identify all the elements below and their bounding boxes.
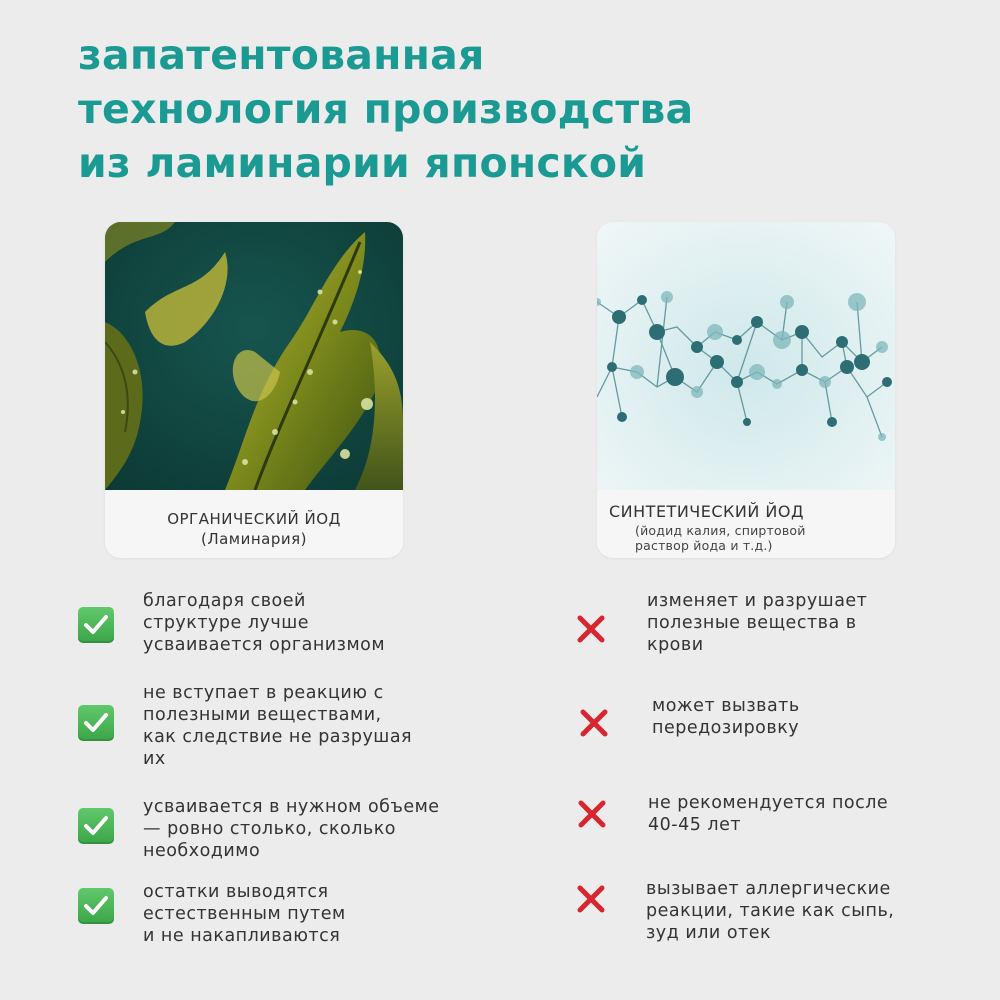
synthetic-point-line: 40-45 лет [648, 815, 742, 835]
organic-point-line: естественным путем [143, 904, 346, 924]
organic-iodine-card [105, 222, 403, 558]
synthetic-title: СИНТЕТИЧЕСКИЙ ЙОД [609, 502, 804, 521]
synthetic-point-line: может вызвать [652, 696, 800, 716]
organic-point-line: благодаря своей [143, 591, 306, 611]
organic-point [143, 796, 440, 862]
check-mark-icon [78, 888, 114, 924]
organic-point-line: структуре лучше [143, 613, 309, 633]
synthetic-point [652, 695, 800, 739]
cross-mark-icon [576, 614, 606, 644]
organic-point-line: полезными веществами, [143, 705, 382, 725]
organic-point-line: необходимо [143, 841, 261, 861]
organic-point-line: их [143, 749, 166, 769]
synthetic-point [646, 878, 894, 944]
cross-mark-icon [576, 884, 606, 914]
synthetic-point-line: изменяет и разрушает [647, 591, 868, 611]
headline-line: запатентованная [78, 31, 485, 79]
cross-mark-icon [577, 799, 607, 829]
organic-title: ОРГАНИЧЕСКИЙ ЙОД [167, 510, 341, 528]
synthetic-point-line: не рекомендуется после [648, 793, 889, 813]
organic-point-line: — ровно столько, сколько [143, 819, 397, 839]
organic-point-line: и не накапливаются [143, 926, 341, 946]
headline [78, 28, 958, 190]
synthetic-point-line: реакции, такие как сыпь, [646, 901, 895, 921]
check-mark-icon [78, 705, 114, 741]
synthetic-point-line: полезные вещества в [647, 613, 857, 633]
check-mark-icon [78, 808, 114, 844]
organic-point [143, 881, 346, 947]
synthetic-point-line: зуд или отек [646, 923, 772, 943]
synthetic-caption [597, 490, 895, 558]
synthetic-point-line: крови [647, 635, 704, 655]
molecule-image [597, 222, 895, 490]
organic-point-line: усваивается в нужном объеме [143, 797, 440, 817]
synthetic-point [648, 792, 888, 836]
synthetic-point-line: передозировку [652, 718, 800, 738]
synthetic-iodine-card [597, 222, 895, 558]
organic-point [143, 682, 412, 770]
synthetic-point [647, 590, 867, 656]
organic-subtitle: (Ламинария) [200, 530, 308, 548]
organic-point-line: как следствие не разрушая [143, 727, 413, 747]
organic-point [143, 590, 385, 656]
kelp-image [105, 222, 403, 490]
synthetic-subtitle-line: раствор йода и т.д.) [635, 538, 773, 553]
synthetic-subtitle [635, 523, 855, 553]
cross-mark-icon [579, 708, 609, 738]
synthetic-point-line: вызывает аллергические [646, 879, 891, 899]
organic-point-line: усваивается организмом [143, 635, 386, 655]
check-mark-icon [78, 607, 114, 643]
headline-line: из ламинарии японской [78, 139, 647, 187]
organic-point-line: остатки выводятся [143, 882, 329, 902]
organic-point-line: не вступает в реакцию с [143, 683, 384, 703]
synthetic-subtitle-line: (йодид калия, спиртовой [635, 523, 806, 538]
organic-caption [105, 490, 403, 558]
headline-line: технология производства [78, 85, 694, 133]
